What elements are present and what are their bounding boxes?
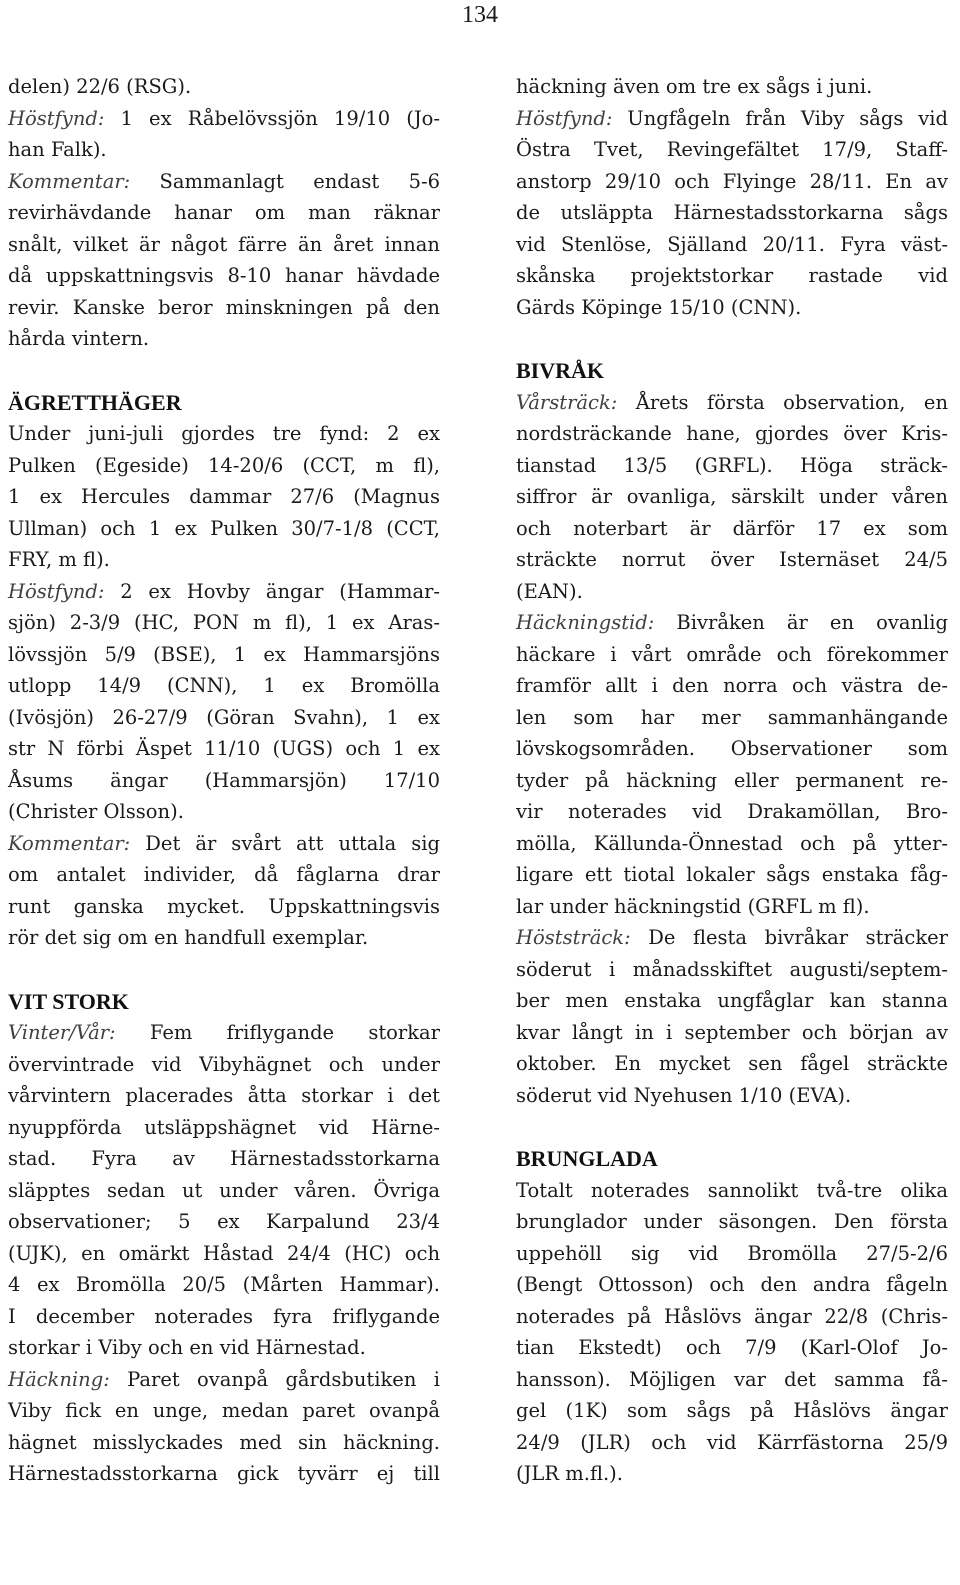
text-line [8,576,440,608]
text-section [8,387,440,954]
text-line [8,134,440,166]
text-line [516,1206,948,1238]
line-text: hägnet misslyckades med sin häckning. [8,1430,440,1454]
line-text: då uppskattningsvis 8-10 hanar hävdade [8,264,440,287]
text-line [8,1049,440,1081]
line-text: I december noterades fyra friflygande [8,1304,440,1328]
text-section [8,71,440,355]
line-text: nyuppförda utsläppshägnet vid Härne- [8,1115,440,1139]
line-text: (JLR m.fl.). [516,1462,623,1485]
text-line [8,1206,440,1238]
line-text: snålt, vilket är något färre än året innan [8,232,440,256]
text-line [8,229,440,261]
line-text: storkar i Viby och en vid Härnestad. [8,1336,366,1359]
text-line [516,1364,948,1396]
section-heading: VIT STORK [8,988,129,1014]
text-line [516,639,948,671]
section-heading: ÄGRETTHÄGER [8,389,182,415]
text-line [8,513,440,545]
line-text: 1 ex Hercules dammar 27/6 (Magnus [8,485,440,508]
text-line [516,1301,948,1333]
line-text: och noterbart är därför 17 ex som [516,516,948,540]
italic-label: Häckningstid: [516,611,655,634]
text-line [8,1395,440,1427]
line-text: revir. Kanske beror minskningen på den [8,295,440,319]
line-text: ligare ett tiotal lokaler sågs enstaka fåg- [516,863,948,886]
text-line [516,1080,948,1112]
text-line [8,1332,440,1364]
text-line [8,859,440,891]
line-text: Sammanlagt endast 5-6 [130,169,440,193]
line-text: siffror är ovanliga, särskilt under våren [516,485,948,508]
line-text: Det är svårt att uttala sig [130,831,440,855]
line-text: Ullman) och 1 ex Pulken 30/7-1/8 (CCT, [8,516,440,540]
line-text: Totalt noterades sannolikt två-tre olika [516,1178,948,1202]
text-line [516,1017,948,1049]
text-line [516,954,948,986]
line-text: lövskogsområden. Observationer som [516,737,948,760]
text-line [516,134,948,166]
text-line [516,166,948,198]
line-text: kvar långt in i september och början av [516,1020,948,1044]
text-section [516,71,948,323]
text-line [516,1458,948,1490]
text-line [516,1048,948,1080]
text-line [516,828,948,860]
section-heading: BIVRÅK [516,358,605,383]
line-text: Paret ovanpå gårdsbutiken i [109,1367,440,1391]
line-text: oktober. En mycket sen fågel sträckte [516,1052,948,1075]
text-line [8,292,440,324]
text-line [516,891,948,923]
text-line [8,544,440,576]
text-line [516,796,948,828]
text-section [516,1143,948,1490]
line-text: stad. Fyra av Härnestadsstorkarna [8,1147,440,1170]
text-line [516,702,948,734]
text-line [516,387,948,419]
line-text: lövssjön 5/9 (BSE), 1 ex Hammarsjöns [8,642,440,666]
text-line [8,1112,440,1144]
text-line [516,481,948,513]
text-line [8,1143,440,1175]
text-line [8,418,440,450]
text-line [8,1364,440,1396]
page-number: 134 [462,2,498,28]
line-text: tian Ekstedt) och 7/9 (Karl-Olof Jo- [516,1336,948,1359]
text-line [516,1395,948,1427]
text-line [8,166,440,198]
line-text: (Christer Olsson). [8,800,184,823]
text-line [8,670,440,702]
line-text: De flesta bivråkar sträcker [630,926,948,949]
line-text: noterades på Håslövs ängar 22/8 (Chris- [516,1304,948,1328]
text-line [8,891,440,923]
text-line [8,481,440,513]
text-line [516,197,948,229]
text-line [516,418,948,450]
line-text: lar under häckningstid (GRFL m fl). [516,894,870,918]
text-line [516,607,948,639]
line-text: vid Stenlöse, Själland 20/11. Fyra väst- [516,232,948,256]
line-text: delen) 22/6 (RSG). [8,75,192,98]
line-text: (Ivösjön) 26-27/9 (Göran Svahn), 1 ex [8,705,440,729]
line-text: len som har mer sammanhängande [516,705,948,729]
line-text: Årets första observation, en [617,390,948,414]
text-line [516,1175,948,1207]
text-line [8,1238,440,1270]
text-line [516,544,948,576]
line-text: (Bengt Ottosson) och den andra fågeln [516,1273,948,1296]
line-text: Bivråken är en ovanlig [654,611,948,634]
text-section [8,986,440,1490]
text-line [8,1458,440,1490]
line-text: anstorp 29/10 och Flyinge 28/11. En av [516,169,948,193]
text-line [8,828,440,860]
text-line [516,260,948,292]
line-text: hårda vintern. [8,327,150,350]
text-line [8,639,440,671]
text-line [516,103,948,135]
text-line [516,859,948,891]
line-text: Östra Tvet, Revingefältet 17/9, Staff- [516,138,948,161]
line-text: söderut i månadsskiftet augusti/septem- [516,957,948,981]
text-line [8,702,440,734]
text-line [516,450,948,482]
line-text: 4 ex Bromölla 20/5 (Mårten Hammar). [8,1273,440,1296]
italic-label: Häckning: [8,1367,110,1391]
line-text: 2 ex Hovby ängar (Hammar- [104,579,440,603]
text-line [8,260,440,292]
text-line [516,292,948,324]
text-line [516,733,948,765]
right-text-column [516,71,948,1490]
line-text: sträckte norrut över Isternäset 24/5 [516,548,948,571]
text-line [8,71,440,103]
line-text: skånska projektstorkar rastade vid [516,264,948,287]
line-text: häckning även om tre ex sågs i juni. [516,75,873,98]
line-text: vårvintern placerades åtta storkar i det [8,1084,440,1107]
text-line [8,922,440,954]
text-line [8,1427,440,1459]
line-text: (EAN). [516,579,583,603]
text-line [516,670,948,702]
text-line [8,1017,440,1049]
text-line [8,765,440,797]
line-text: tyder på häckning eller permanent re- [516,768,948,792]
text-line [516,229,948,261]
text-line [516,985,948,1017]
line-text: vir noterades vid Drakamöllan, Bro- [516,800,948,823]
line-text: han Falk). [8,138,107,161]
text-line [516,1332,948,1364]
line-text: om antalet individer, då fåglarna drar [8,863,440,886]
line-text: brunglador under säsongen. Den första [516,1210,948,1233]
italic-label: Höstfynd: [8,579,105,603]
text-section [516,355,948,1111]
line-text: framför allt i den norra och västra de- [516,674,948,697]
italic-label: Höstfynd: [8,106,105,130]
text-line [8,450,440,482]
line-text: ber men enstaka ungfåglar kan stanna [516,989,948,1012]
line-text: Gärds Köpinge 15/10 (CNN). [516,295,802,319]
line-text: de utsläppta Härnestadsstorkarna sågs [516,201,948,224]
line-text: hansson). Möjligen var det samma få- [516,1367,948,1391]
line-text: (UJK), en omärkt Håstad 24/4 (HC) och [8,1241,440,1265]
text-line [516,1238,948,1270]
line-text: uppehöll sig vid Bromölla 27/5-2/6 [516,1241,948,1265]
text-line [516,765,948,797]
line-text: revirhävdande hanar om man räknar [8,201,440,224]
text-line [8,1080,440,1112]
line-text: Viby fick en unge, medan paret ovanpå [8,1399,440,1422]
text-line [516,513,948,545]
line-text: utlopp 14/9 (CNN), 1 ex Bromölla [8,674,440,697]
text-line [8,733,440,765]
line-text: släpptes sedan ut under våren. Övriga [8,1178,440,1202]
italic-label: Vinter/Vår: [8,1021,116,1044]
line-text: mölla, Källunda-Önnestad och på ytter- [516,831,948,855]
left-text-column [8,71,440,1490]
text-line [516,1269,948,1301]
italic-label: Höststräck: [516,926,631,949]
text-line [516,576,948,608]
line-text: Fem friflygande storkar [115,1021,440,1044]
text-line [516,71,948,103]
text-line [8,1175,440,1207]
line-text: Åsums ängar (Hammarsjön) 17/10 [8,768,440,792]
line-text: Pulken (Egeside) 14-20/6 (CCT, m fl), [8,453,440,477]
text-line [8,197,440,229]
text-line [8,607,440,639]
italic-label: Kommentar: [8,831,131,855]
line-text: nordsträckande hane, gjordes över Kris- [516,422,948,445]
italic-label: Vårsträck: [516,390,618,414]
text-line [516,922,948,954]
italic-label: Höstfynd: [516,106,613,130]
line-text: gel (1K) som sågs på Håslövs ängar [516,1399,948,1422]
line-text: Under juni-juli gjordes tre fynd: 2 ex [8,422,440,445]
line-text: sjön) 2-3/9 (HC, PON m fl), 1 ex Aras- [8,611,440,634]
line-text: 1 ex Råbelövssjön 19/10 (Jo- [104,106,440,130]
text-line [516,1427,948,1459]
line-text: rör det sig om en handfull exemplar. [8,926,369,949]
line-text: tianstad 13/5 (GRFL). Höga sträck- [516,453,948,477]
line-text: 24/9 (JLR) och vid Kärrfästorna 25/9 [516,1430,948,1454]
line-text: str N förbi Äspet 11/10 (UGS) och 1 ex [8,737,440,760]
italic-label: Kommentar: [8,169,131,193]
line-text: Härnestadsstorkarna gick tyvärr ej till [8,1462,440,1485]
line-text: söderut vid Nyehusen 1/10 (EVA). [516,1083,852,1107]
line-text: Ungfågeln från Viby sågs vid [612,106,948,130]
text-line [8,103,440,135]
line-text: häckare i vårt område och förekommer [516,642,948,666]
line-text: FRY, m fl). [8,548,110,571]
line-text: runt ganska mycket. Uppskattningsvis [8,894,440,918]
line-text: observationer; 5 ex Karpalund 23/4 [8,1210,440,1233]
line-text: övervintrade vid Vibyhägnet och under [8,1052,440,1076]
text-line [8,323,440,355]
section-heading: BRUNGLADA [516,1146,658,1171]
text-line [8,1269,440,1301]
text-line [8,1301,440,1333]
text-line [8,796,440,828]
